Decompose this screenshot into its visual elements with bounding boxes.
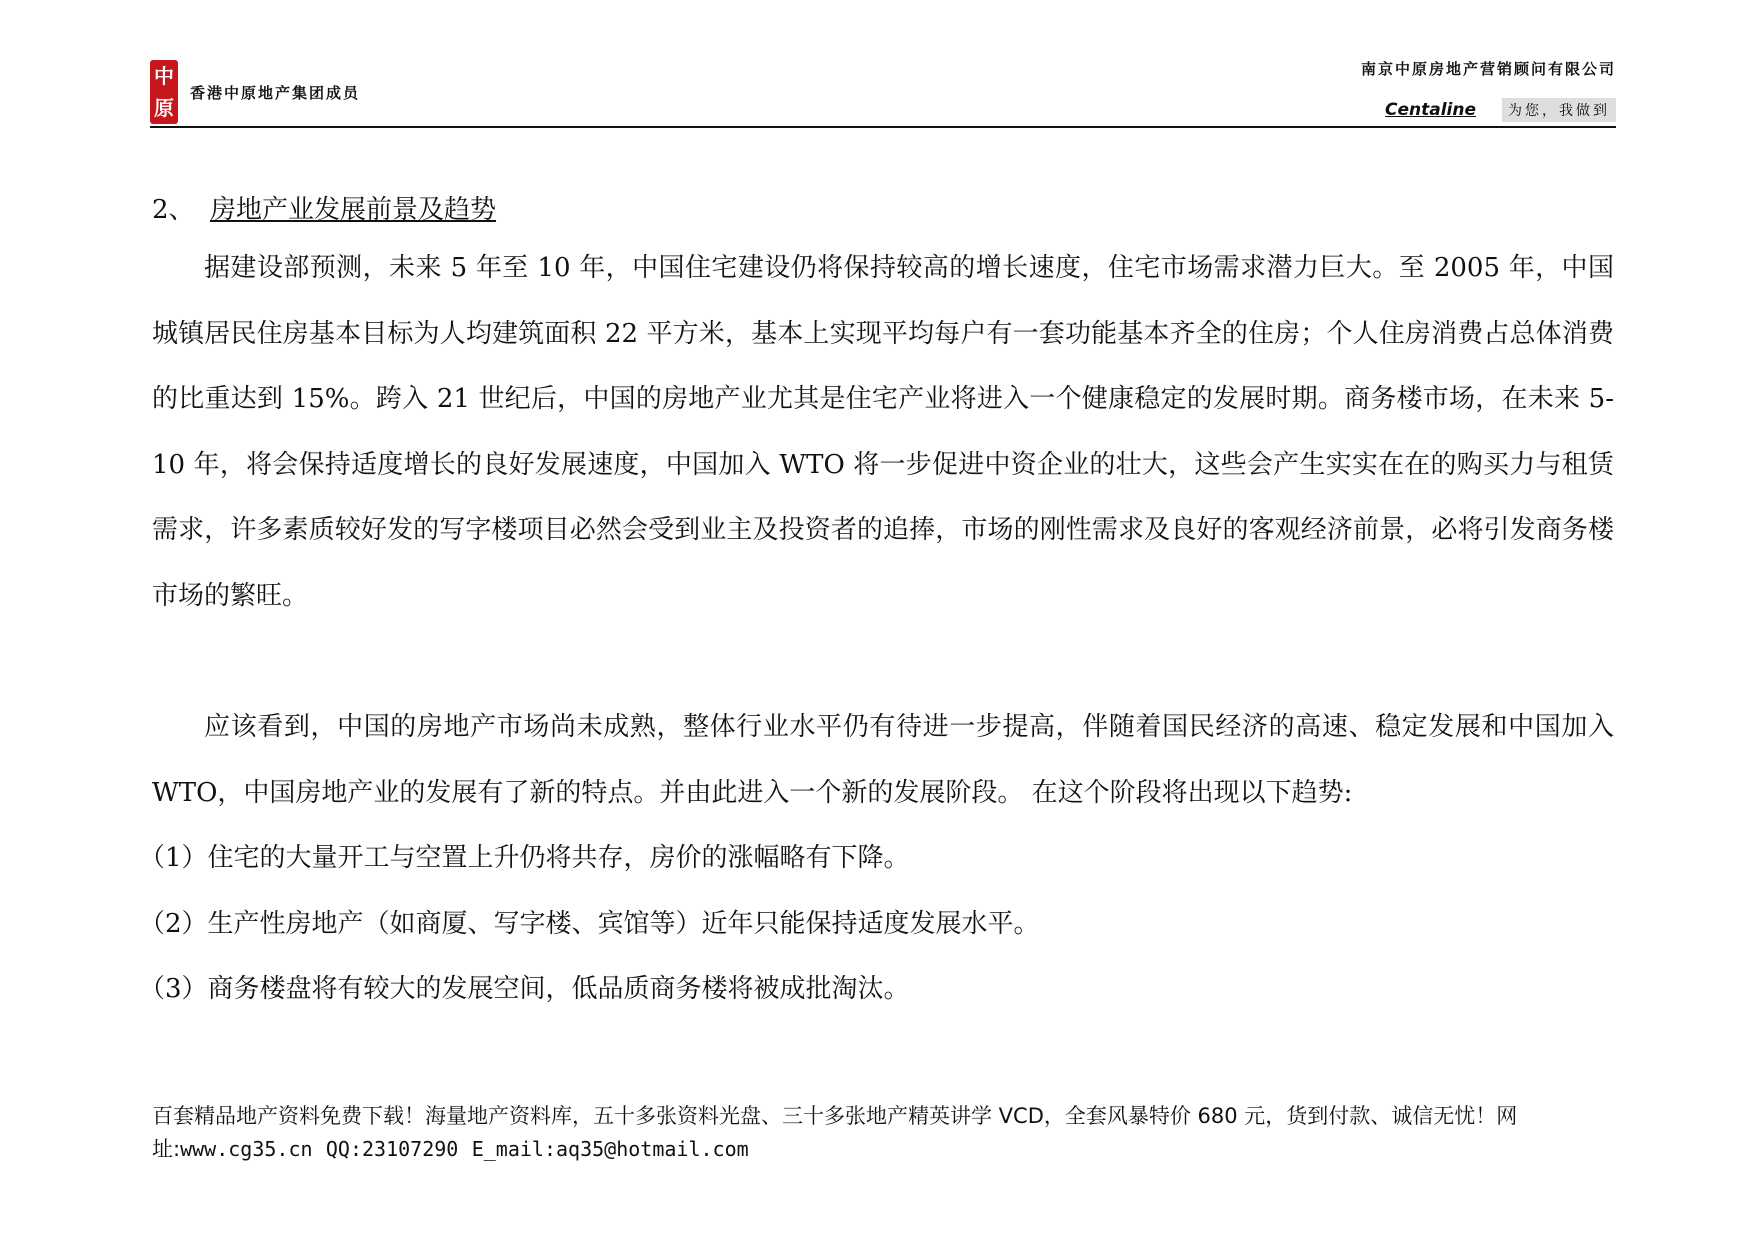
footer-website-link[interactable]: www.cg35.cn (180, 1137, 313, 1161)
paragraph-trends-intro: 应该看到，中国的房地产市场尚未成熟，整体行业水平仍有待进一步提高，伴随着国民经济的高速、稳定发展和中国加入 WTO，中国房地产业的发展有了新的特点。并由此进入一个新的发展阶段。 在这个阶段将出现以下趋势: (152, 712, 1614, 808)
brand-name: Centaline (1385, 100, 1476, 120)
page-footer (152, 1100, 1614, 1166)
section-heading (152, 184, 1614, 236)
section-number: 2、 (152, 195, 195, 225)
group-member-label: 香港中原地产集团成员 (190, 84, 361, 102)
company-name: 南京中原房地产营销顾问有限公司 (1360, 60, 1616, 78)
brand-slogan: 为您，我做到 (1502, 98, 1616, 122)
trend-item: （2）生产性房地产（如商厦、写字楼、宾馆等）近年只能保持适度发展水平。 (139, 908, 1040, 939)
trend-item: （1）住宅的大量开工与空置上升仍将共存，房价的涨幅略有下降。 (139, 843, 910, 873)
page-header (150, 58, 1616, 128)
paragraph-gap (152, 629, 1614, 695)
header-divider (150, 126, 1616, 128)
centaline-logo-seal (150, 60, 178, 124)
trend-item: （3）商务楼盘将有较大的发展空间，低品质商务楼将被成批淘汰。 (139, 974, 910, 1004)
paragraph-outlook: 据建设部预测，未来 5 年至 10 年，中国住宅建设仍将保持较高的增长速度，住宅市场需求潜力巨大。至 2005 年，中国城镇居民住房基本目标为人均建筑面积 22 平方米，基本上实现平均每户有一套功能基本齐全的住房；个人住房消费占总体消费的比重达到 15%。跨入 21 世纪后，中国的房地产业尤其是住宅产业将进入一个健康稳定的发展时期。商务楼市场，在未来 5-10 年，将会保持适度增长的良好发展速度，中国加入 WTO 将一步促进中资企业的壮大，这些会产生实实在在的购买力与租赁需求，许多素质较好发的写字楼项目必然会受到业主及投资者的追捧，市场的刚性需求及良好的客观经济前景，必将引发商务楼市场的繁旺。 (152, 253, 1614, 611)
brand-row (1385, 98, 1616, 122)
document-body (139, 184, 1614, 1023)
footer-qq: QQ:23107290 (325, 1137, 459, 1161)
section-title: 房地产业发展前景及趋势 (210, 195, 497, 225)
logo-glyph-bottom: 原 (154, 96, 174, 120)
footer-email-link[interactable]: E_mail:aq35@hotmail.com (471, 1137, 749, 1161)
logo-glyph-top: 中 (154, 64, 174, 88)
footer-ad-text: 百套精品地产资料免费下载！海量地产资料库，五十多张资料光盘、三十多张地产精英讲学 VCD，全套风暴特价 680 元，货到付款、诚信无忧！网址: (152, 1104, 1518, 1161)
